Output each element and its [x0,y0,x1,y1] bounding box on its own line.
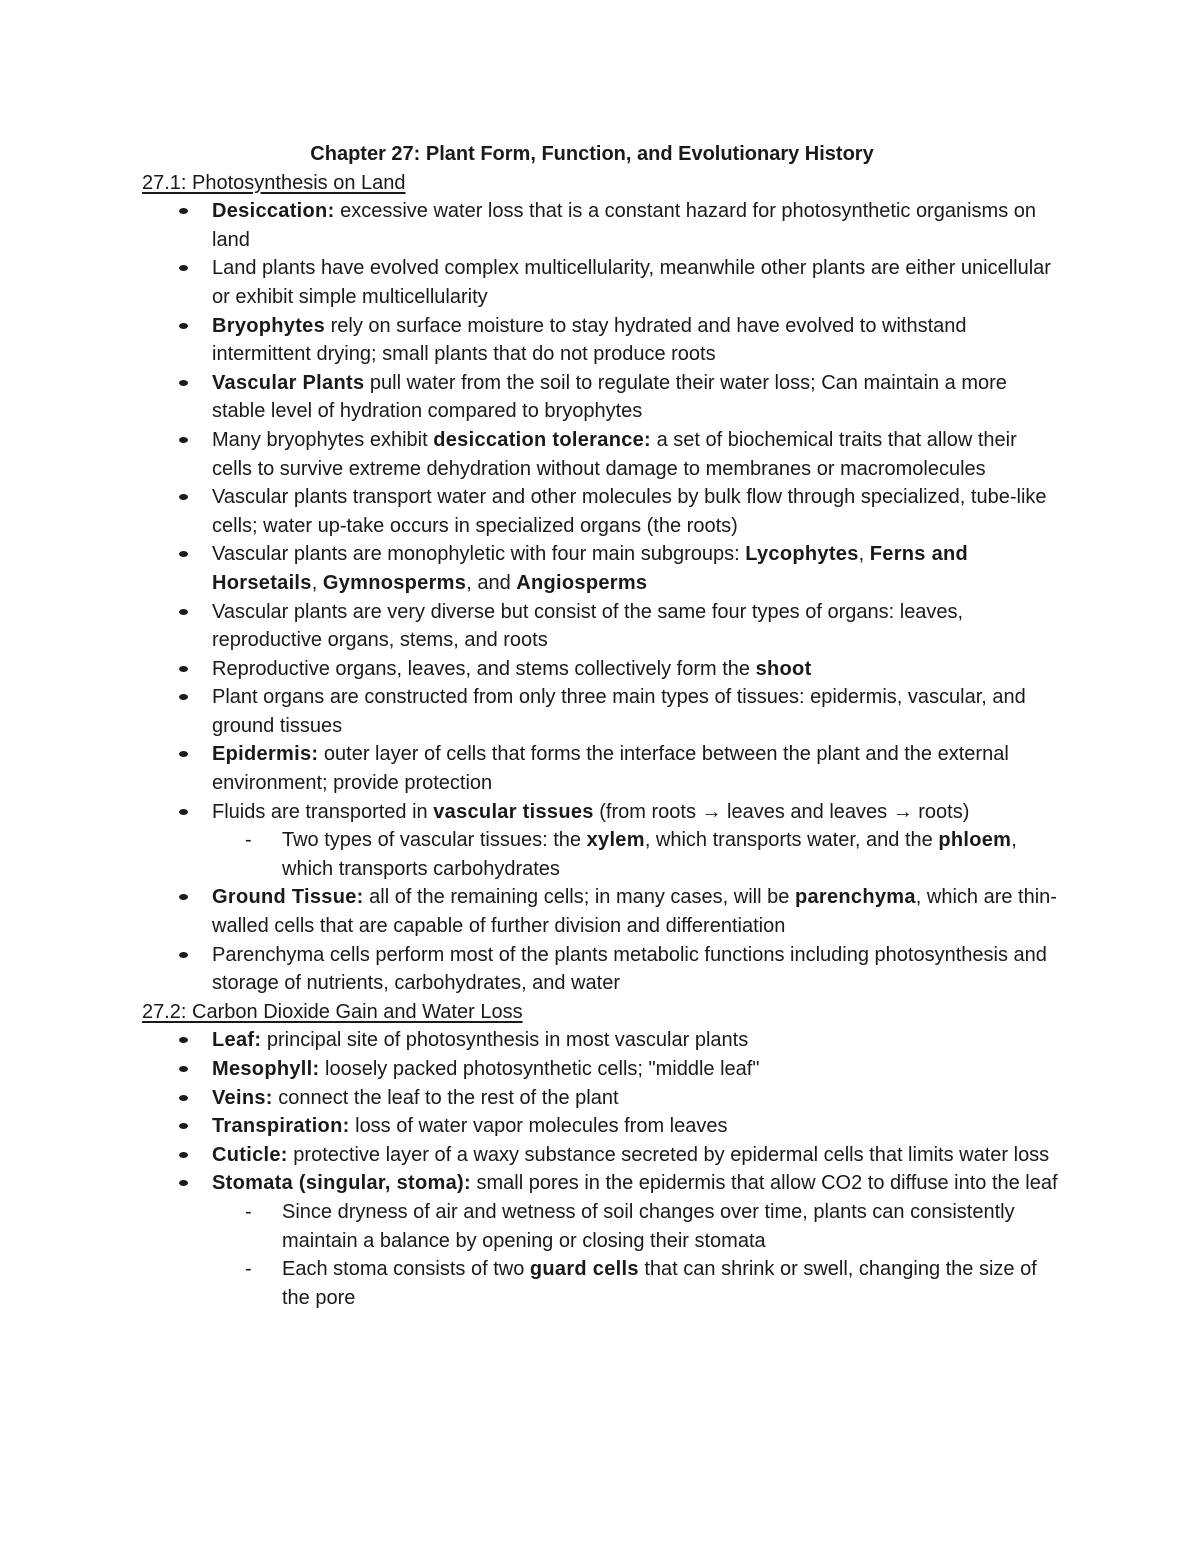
list-item-text [212,1087,619,1109]
text-run: Plant organs are constructed from only three main types of tissues: epidermis, vascular, and ground tissues [212,686,1026,737]
text-run: excessive water loss that is a constant hazard for photosynthetic organisms on land [212,200,1036,251]
bullet-dot-icon [179,894,188,900]
list-item-text [212,601,963,652]
text-run: a set of biochemical traits that allow their cells to survive extreme dehydration without damage to membranes or macromolecules [212,428,1017,480]
bold-term: Lycophytes [745,543,859,566]
sub-item-text [282,829,1017,880]
text-run: Many bryophytes exhibit [212,428,434,451]
sub-list-item [212,1198,1062,1255]
bullet-dot-icon [179,1066,188,1072]
bold-term: Leaf: [212,1029,262,1052]
dash-marker-icon: - [245,1200,252,1223]
text-run: pull water from the soil to regulate their water loss; Can maintain a more stable level of hydration compared to bryophytes [212,371,1007,423]
sub-item-text [282,1201,1015,1252]
page-title: Chapter 27: Plant Form, Function, and Evolutionary History [310,143,874,165]
dash-marker-icon: - [245,829,252,852]
bullet-dot-icon [179,609,188,615]
text-run: connect the leaf to the rest of the plant [272,1086,619,1109]
text-run: loosely packed photosynthetic cells; "middle leaf" [319,1058,760,1080]
bold-term: shoot [755,657,812,680]
text-run: , [858,543,870,566]
bullet-dot-icon [179,380,188,386]
text-run: (from roots → leaves and leaves → roots) [593,800,970,823]
list-item-text [212,315,967,366]
list-item-text [212,886,1057,937]
bullet-dot-icon [179,323,188,329]
list-item [142,941,1062,998]
list-item [142,1084,1062,1113]
text-run: , which transports carbohydrates [282,829,1017,880]
bold-term: Angiosperms [516,571,648,594]
bullet-dot-icon [179,694,188,700]
list-item-text [212,1029,748,1051]
sub-item-text [282,1258,1037,1309]
list-item [142,254,1062,311]
text-run: Two types of vascular tissues: the [282,829,587,852]
bold-term: Desiccation: [212,200,335,223]
list-item [142,1112,1062,1141]
list-item-text [212,543,968,594]
list-item [142,883,1062,940]
list-item-text [212,1172,1058,1194]
bold-term: phloem [938,829,1012,852]
bold-term: Ground Tissue: [212,886,364,909]
list-item [142,369,1062,426]
bullet-dot-icon [179,1095,188,1101]
bullet-list [142,1026,1062,1312]
text-run: Parenchyma cells perform most of the plants metabolic functions including photosynthesis and storage of nutrients, carbohydrates, and water [212,943,1047,995]
bold-term: vascular tissues [433,800,594,823]
bullet-dot-icon [179,1123,188,1129]
text-run: principal site of photosynthesis in most vascular plants [261,1029,749,1052]
bullet-dot-icon [179,1037,188,1043]
text-run: , and [466,571,517,594]
list-item-text [212,686,1026,737]
text-run: Since dryness of air and wetness of soil changes over time, plants can consistently maintain a balance by opening or closing their stomata [282,1200,1015,1252]
list-item [142,683,1062,740]
bullet-dot-icon [179,666,188,672]
bold-term: Veins: [212,1086,273,1109]
bullet-dot-icon [179,1180,188,1186]
section-heading: 27.2: Carbon Dioxide Gain and Water Loss [142,1000,523,1023]
text-run: that can shrink or swell, changing the size of the pore [282,1258,1037,1309]
text-run: , [311,571,323,594]
list-item-text [212,257,1051,308]
list-item [142,740,1062,797]
text-run: Land plants have evolved complex multicellularity, meanwhile other plants are either unicellular or exhibit simple multicellularity [212,257,1051,308]
text-run: Each stoma consists of two [282,1258,530,1281]
list-item-text [212,429,1017,480]
bold-term: Cuticle: [212,1143,288,1166]
sections-container [142,169,1062,1313]
bullet-dot-icon [179,952,188,958]
bold-term: Stomata (singular, stoma): [212,1172,471,1195]
text-run: protective layer of a waxy substance secreted by epidermal cells that limits water loss [287,1143,1050,1166]
bold-term: Ferns and Horsetails [212,543,969,594]
text-run: Fluids are transported in [212,800,434,823]
bold-term: Gymnosperms [322,571,467,594]
bold-term: Transpiration: [212,1115,350,1138]
bullet-dot-icon [179,809,188,815]
list-item-text [212,1144,1049,1166]
bold-term: parenchyma [794,886,916,909]
list-item [142,540,1062,597]
list-item [142,1169,1062,1312]
text-run: loss of water vapor molecules from leaves [349,1115,728,1138]
bold-term: guard cells [529,1258,639,1281]
bullet-dot-icon [179,265,188,271]
list-item-text [212,486,1047,537]
list-item-text [212,658,812,680]
text-run: Vascular plants transport water and other molecules by bulk flow through specialized, tube-like cells; water up-take occurs in specialized organs (the roots) [212,486,1047,537]
sub-list [212,826,1062,883]
list-item [142,655,1062,684]
bullet-dot-icon [179,208,188,214]
list-item-text [212,1115,728,1137]
bold-term: Vascular Plants [212,371,365,394]
bullet-dot-icon [179,551,188,557]
text-run: rely on surface moisture to stay hydrated and have evolved to withstand intermittent drying; small plants that do not produce roots [212,314,967,366]
bold-term: xylem [586,829,645,852]
list-item-text [212,1058,759,1080]
text-run: all of the remaining cells; in many cases, will be [363,886,795,909]
list-item [142,483,1062,540]
bullet-dot-icon [179,751,188,757]
bullet-list [142,197,1062,998]
bullet-dot-icon [179,437,188,443]
section-heading: 27.1: Photosynthesis on Land [142,171,406,194]
text-run: , which transports water, and the [644,829,939,852]
bullet-dot-icon [179,1152,188,1158]
list-item-text [212,372,1007,423]
list-item-text [212,944,1047,995]
list-item [142,598,1062,655]
bold-term: Bryophytes [212,314,326,337]
text-run: Vascular plants are very diverse but consist of the same four types of organs: leaves, reproductive organs, stems, and roots [212,600,964,652]
text-run: Vascular plants are monophyletic with four main subgroups: [212,543,746,566]
list-item [142,197,1062,254]
sub-list-item [212,826,1062,883]
bold-term: Mesophyll: [212,1058,320,1080]
bold-term: desiccation tolerance: [433,428,652,451]
text-run: , which are thin-walled cells that are capable of further division and differentiation [212,886,1057,938]
list-item [142,1141,1062,1170]
bullet-dot-icon [179,494,188,500]
document-page [142,140,1062,1312]
text-run: Reproductive organs, leaves, and stems collectively form the [212,657,756,680]
list-item-text [212,743,1009,794]
list-item [142,426,1062,483]
dash-marker-icon: - [245,1258,252,1281]
list-item [142,312,1062,369]
text-run: small pores in the epidermis that allow CO2 to diffuse into the leaf [470,1172,1058,1195]
bold-term: Epidermis: [212,743,319,766]
list-item [142,1055,1062,1084]
list-item-text [212,801,969,823]
list-item-text [212,200,1036,251]
sub-list-item [212,1255,1062,1312]
list-item [142,1026,1062,1055]
text-run: outer layer of cells that forms the interface between the plant and the external environment; provide protection [212,743,1009,795]
list-item [142,798,1062,884]
sub-list [212,1198,1062,1312]
